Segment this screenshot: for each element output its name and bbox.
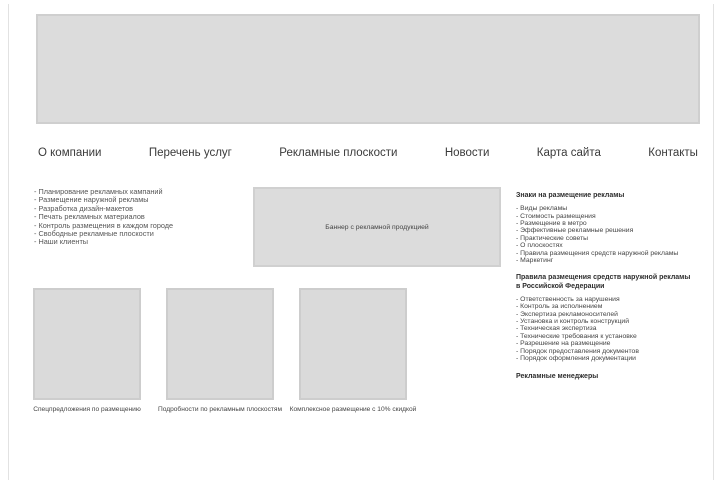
promo-banner-label: Баннер с рекламной продукцией: [325, 223, 429, 231]
sidebar-link[interactable]: - Ответственность за нарушения: [516, 296, 696, 303]
sidebar-link[interactable]: - Порядок оформления документации: [516, 355, 696, 362]
nav-item-billboards[interactable]: Рекламные плоскости: [279, 147, 398, 159]
sidebar-link[interactable]: - Правила размещения средств наружной рекламы: [516, 250, 696, 257]
thumbnail-complex-discount[interactable]: [299, 288, 407, 400]
sidebar-list: [516, 205, 696, 264]
thumbnail-caption[interactable]: Подробности по рекламным плоскостям: [157, 406, 283, 413]
sidebar-link[interactable]: - Установка и контроль конструкций: [516, 318, 696, 325]
services-list-item[interactable]: - Размещение наружной рекламы: [34, 196, 249, 204]
nav-item-contacts[interactable]: Контакты: [648, 147, 698, 159]
sidebar-section-title: Правила размещения средств наружной рекламы в Российской Федерации: [516, 274, 691, 290]
services-list-item[interactable]: - Контроль размещения в каждом городе: [34, 222, 249, 230]
sidebar-link[interactable]: - Порядок предоставления документов: [516, 348, 696, 355]
services-list-item[interactable]: - Разработка дизайн-макетов: [34, 205, 249, 213]
thumbnail-special-offers[interactable]: [33, 288, 141, 400]
services-list-item[interactable]: - Печать рекламных материалов: [34, 213, 249, 221]
sidebar: [516, 192, 696, 386]
sidebar-link[interactable]: - Практические советы: [516, 235, 696, 242]
nav-item-sitemap[interactable]: Карта сайта: [536, 147, 601, 159]
sidebar-link[interactable]: - Маркетинг: [516, 257, 696, 264]
sidebar-link[interactable]: - Разрешение на размещение: [516, 340, 696, 347]
sidebar-link[interactable]: - Контроль за исполнением: [516, 303, 696, 310]
services-list-item[interactable]: - Планирование рекламных кампаний: [34, 188, 249, 196]
sidebar-link[interactable]: - Техническая экспертиза: [516, 325, 696, 332]
sidebar-link[interactable]: - Размещение в метро: [516, 220, 696, 227]
sidebar-section-title: Рекламные менеджеры: [516, 372, 599, 380]
services-list-item[interactable]: - Свободные рекламные плоскости: [34, 230, 249, 238]
services-list: [34, 188, 249, 247]
thumbnail-billboard-details[interactable]: [166, 288, 274, 400]
sidebar-section-title: Знаки на размещение рекламы: [516, 192, 625, 199]
main-nav: [38, 144, 698, 162]
sidebar-link[interactable]: - О плоскостях: [516, 242, 696, 249]
thumbnail-caption[interactable]: Спецпредложения по размещению: [33, 406, 141, 413]
sidebar-link[interactable]: - Виды рекламы: [516, 205, 696, 212]
nav-item-services[interactable]: Перечень услуг: [148, 147, 232, 159]
nav-item-news[interactable]: Новости: [444, 147, 490, 159]
sidebar-link[interactable]: - Технические требования к установке: [516, 333, 696, 340]
sidebar-link[interactable]: - Эффективные рекламные решения: [516, 227, 696, 234]
sidebar-list: [516, 296, 696, 363]
header-banner: [36, 14, 700, 124]
thumbnail-caption[interactable]: Комплексное размещение с 10% скидкой: [289, 406, 417, 413]
nav-item-about[interactable]: О компании: [38, 147, 102, 159]
sidebar-link[interactable]: - Стоимость размещения: [516, 213, 696, 220]
promo-banner[interactable]: [253, 187, 501, 267]
sidebar-link[interactable]: - Экспертиза рекламоносителей: [516, 311, 696, 318]
services-list-item[interactable]: - Наши клиенты: [34, 238, 249, 246]
